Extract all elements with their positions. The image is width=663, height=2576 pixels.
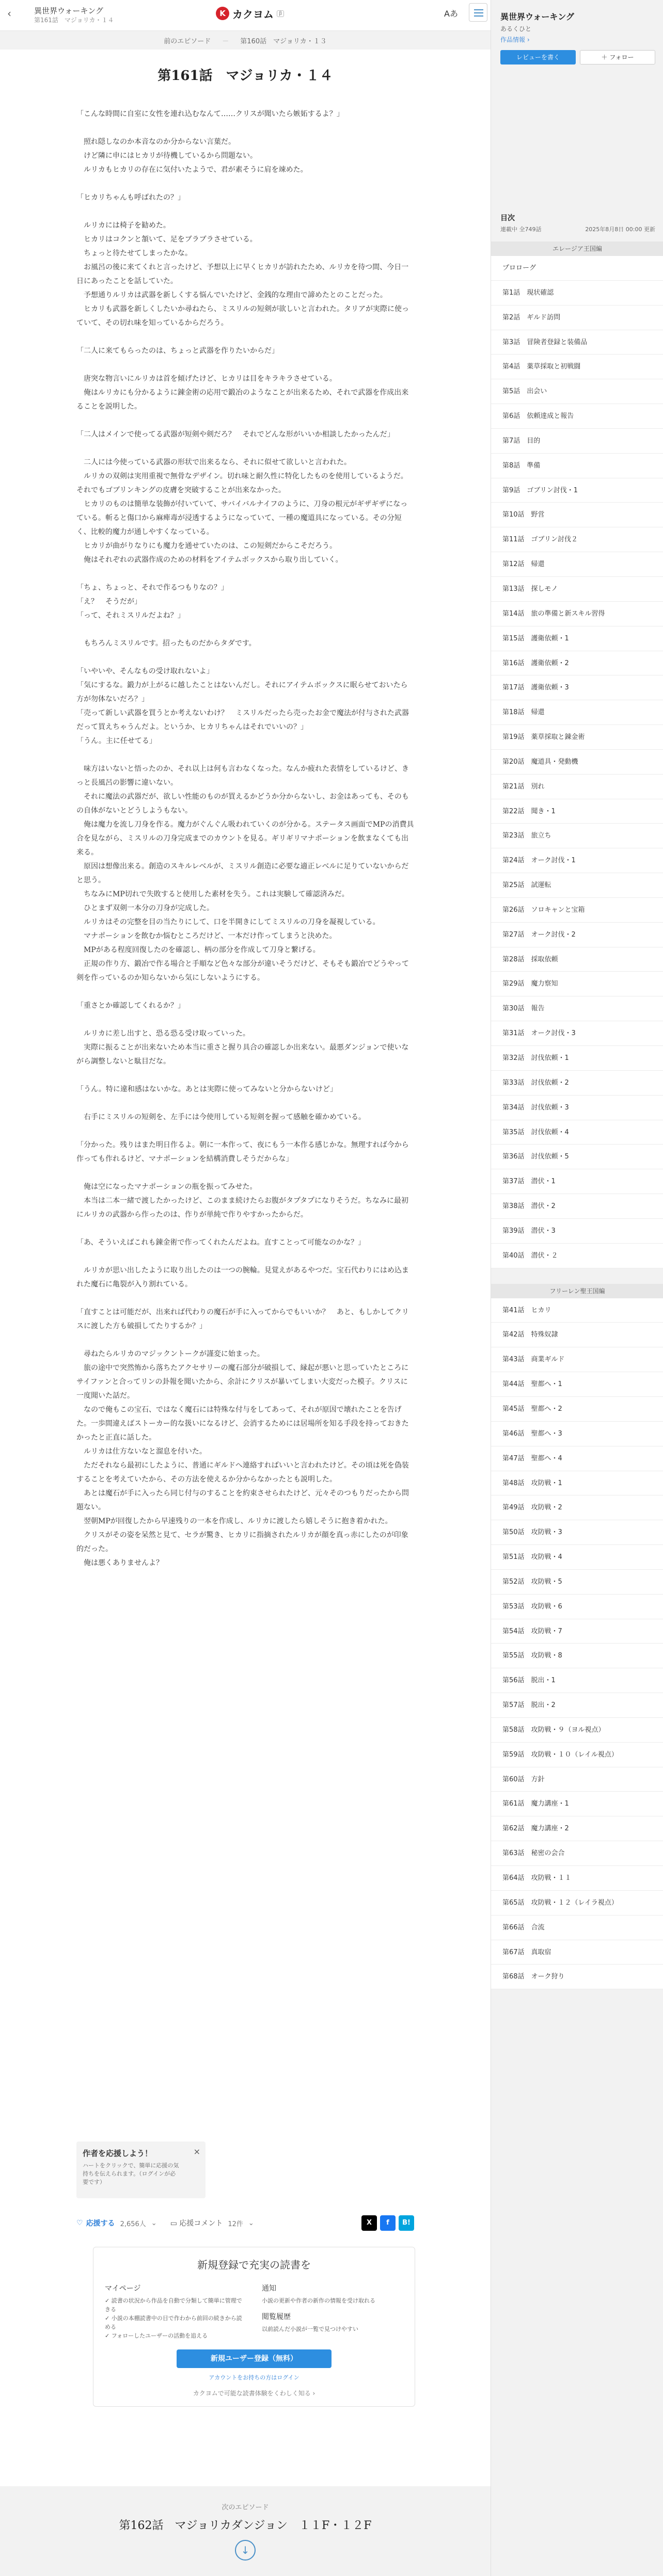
episode-nav: [0, 31, 491, 50]
work-title-link[interactable]: 異世界ウォーキング: [34, 6, 103, 15]
menu-icon: [474, 9, 483, 10]
sidebar-work-title[interactable]: 異世界ウォーキング: [500, 12, 574, 22]
learn-more-link[interactable]: カクヨムで可能な読書体験をくわしく知る ›: [193, 2390, 315, 2397]
toc-episode-link[interactable]: 第35話 討伐依頼・4: [491, 1120, 663, 1145]
body-paragraph: 「直すことは可能だが、出来れば代わりの魔石が手に入ってからでもいいか？ あと、もしかしてクリスに渡した方も破損してたりするか？」: [76, 1308, 409, 1330]
toc-episode-link[interactable]: 第26話 ソロキャンと宝箱: [491, 898, 663, 923]
toc-episode-link[interactable]: 第24話 オーク討伐・1: [491, 848, 663, 873]
episode-subtitle: 第161話 マジョリカ・１４: [34, 17, 114, 24]
body-paragraph: マナポーションを飲むか悩むところだけど、一本だけ作ってしまうと決めた。: [76, 932, 337, 940]
body-paragraph: 尋ねたらルリカのマジックントークが謹変に始まった。: [76, 1350, 264, 1358]
toc-episode-link[interactable]: 第4話 薬草採取と初戦闘: [491, 355, 663, 379]
toc-updated: 2025年8月8日 00:00 更新: [585, 226, 655, 233]
nav-separator: －: [222, 37, 229, 45]
body-paragraph: [76, 623, 414, 637]
support-prompt-title: 作者を応援しよう！: [83, 2149, 153, 2158]
action-bar: [76, 2213, 414, 2233]
toc-episode-link[interactable]: 第36話 討伐依頼・5: [491, 1145, 663, 1169]
body-paragraph: [76, 1124, 414, 1138]
body-paragraph: ヒカリが曲がりなりにも魔力を通せていたのは、この短剣だからこそだろう。: [76, 542, 337, 550]
body-paragraph: 「え？ そうだが」: [76, 598, 141, 606]
toc-episode-link[interactable]: 第58話 攻防戦・９（ヨル視点）: [491, 1718, 663, 1743]
body-paragraph: もちろんミスリルです。招ったものだからタダです。: [76, 639, 256, 648]
comment-icon: ▭: [170, 2219, 177, 2228]
next-episode[interactable]: [0, 2486, 491, 2576]
toc-episode-link[interactable]: 第54話 攻防戦・7: [491, 1619, 663, 1644]
support-button-label: 応援する: [86, 2219, 115, 2228]
toc-episode-link[interactable]: 第6話 依頼達成と報告: [491, 404, 663, 429]
toc-episode-link[interactable]: 第37話 潜伏・1: [491, 1169, 663, 1194]
body-paragraph: 二人には今使っている武器の形状で出来るなら、それに似せて欲しいと言われた。: [76, 458, 351, 466]
body-paragraph: 「こんな時間に自室に女性を連れ込むなんて……クリスが聞いたら嫉妬するよ？」: [76, 110, 344, 118]
episode-body: [76, 107, 414, 1570]
toc-episode-link[interactable]: 第59話 攻防戦・１０（レイル視点）: [491, 1743, 663, 1767]
x-share-icon[interactable]: X: [361, 2215, 377, 2231]
toc-episode-link[interactable]: 第27話 オーク討伐・2: [491, 923, 663, 947]
font-settings-button[interactable]: Aあ: [444, 9, 458, 19]
hatena-share-icon[interactable]: B!: [399, 2215, 414, 2231]
body-paragraph: ヒカリのものは簡単な装飾が付いていて、サバイバルナイフのように、刀身の根元がギザギザになっている。斬ると傷口から麻痺毒が浸透するようになっていて、一種の魔道具になっている。その分短く、比較的魔力が通しやすくなっている。: [76, 500, 408, 536]
toc-episode-link[interactable]: 第32話 討伐依頼・1: [491, 1046, 663, 1071]
body-paragraph: MPがある程度回復したのを確認し、柄の部分を作成して刀身と繋げる。: [76, 946, 320, 954]
body-paragraph: ちなみにMP切れで失敗すると使用した素材を失う。これは実験して確認済みだ。: [76, 890, 349, 898]
mypage-benefit: ✓ 小説の本棚読書中の目で作わから前回の続きから読める: [105, 2315, 242, 2330]
toc-episode-link[interactable]: 第46話 聖都へ・3: [491, 1422, 663, 1446]
signup-box: [93, 2247, 415, 2407]
next-episode-label: 次のエピソード: [222, 2504, 269, 2511]
toc-episode-link[interactable]: 第31話 オーク討伐・3: [491, 1021, 663, 1046]
toc-episode-link[interactable]: 第40話 潜伏・２: [491, 1244, 663, 1268]
toc-episode-link[interactable]: 第56話 脱出・1: [491, 1668, 663, 1693]
toc-episode-link[interactable]: 第7話 目的: [491, 429, 663, 454]
toc-episode-link[interactable]: 第15話 護衛依頼・1: [491, 626, 663, 651]
prev-episode-link[interactable]: 前のエピソード: [164, 37, 211, 45]
comment-count: 12件: [228, 2220, 243, 2228]
body-paragraph: [76, 748, 414, 762]
toc-episode-link[interactable]: 第57話 脱出・2: [491, 1693, 663, 1718]
table-of-contents: [491, 242, 663, 1989]
toc-episode-link[interactable]: 第28話 採取依頼: [491, 947, 663, 972]
body-paragraph: ちょっと待たせてしまったかな。: [76, 249, 192, 257]
body-paragraph: けど隣に申にはヒカリが待機しているから問題ない。: [76, 152, 257, 160]
toc-episode-link[interactable]: 第63話 秘密の会合: [491, 1841, 663, 1866]
chevron-down-icon[interactable]: ⌄: [248, 2219, 254, 2227]
body-paragraph: 唐突な物言いにルリカは首を傾げたけど、ヒカリは目をキラキラさせている。: [76, 375, 337, 383]
toc-episode-link[interactable]: 第51話 攻防戦・4: [491, 1545, 663, 1570]
logo-beta-badge: β: [277, 10, 284, 17]
toc-episode-link[interactable]: 第25話 試運転: [491, 873, 663, 898]
logo-mark-icon: K: [216, 7, 229, 20]
body-paragraph: [76, 1222, 414, 1236]
follow-button[interactable]: ＋ フォロー: [580, 50, 655, 65]
body-paragraph: なので俺もこの宝石、ではなく魔石には特殊な付与をしてあって、それが原因で壊れたことを告げた。一歩間違えばストーカー的な扱いになるけど、会消するためには居場所を知る手段を持っておきたかったと正直に話した。: [76, 1406, 409, 1442]
toc-episode-link[interactable]: 第10話 野営: [491, 503, 663, 527]
toc-episode-link[interactable]: 第38話 潜伏・2: [491, 1194, 663, 1219]
body-paragraph: クリスがその姿を呆然と見て、セラが驚き、ヒカリに指摘されたルリカが顔を真っ赤にしたのが印象的だった。: [76, 1531, 408, 1553]
body-paragraph: 俺は悪くありませんよ？: [76, 1559, 163, 1567]
toc-episode-link[interactable]: 第55話 攻防戦・8: [491, 1644, 663, 1668]
body-paragraph: 「いやいや、そんなもの受け取れないよ」: [76, 667, 214, 675]
support-prompt-text: ハートをクリックで、簡単に応援の気持ちを伝えられます。（ログインが必要です）: [83, 2162, 179, 2185]
menu-icon-line: [474, 15, 483, 17]
body-paragraph: [76, 1166, 414, 1180]
toc-episode-link[interactable]: 第8話 準備: [491, 454, 663, 478]
main-content: [0, 50, 491, 2576]
body-paragraph: 実際に振ることが出来ないため本当に重さと握り具合の確認しか出来ない。最悪ダンジョンで使いながら調整しないと駄目だな。: [76, 1043, 409, 1066]
body-paragraph: 右手にミスリルの短剣を、左手には今使用している短剣を握って感触を確かめている。: [76, 1113, 366, 1121]
body-paragraph: 「売って新しい武器を買うとか考えないわけ？ ミスリルだったら売ったお金で魔法が付与された武器だって買えちゃうんだよ。というか、ヒカリちゃんはそれでいいの？」: [76, 709, 409, 731]
body-paragraph: 「ヒカリちゃんも呼ばれたの？」: [76, 194, 185, 202]
back-arrow-icon[interactable]: ‹: [7, 7, 11, 20]
body-paragraph: [76, 1013, 414, 1027]
body-paragraph: ヒカリも武器を新しくしたいか尋ねたら、ミスリルの短剣が欲しいと言われた。タリアが実際に使っていて、その切れ味を知っているからだろう。: [76, 305, 409, 327]
toc-episode-link[interactable]: 第49話 攻防戦・2: [491, 1495, 663, 1520]
body-paragraph: 「分かった。残りはまた明日作るよ。朝に一本作って、夜にもう一本作る感じかな。無理すれば今から作っても作れるけど、マナポーションを結構消費しそうだからな」: [76, 1141, 409, 1163]
body-paragraph: [76, 567, 414, 581]
toc-episode-link[interactable]: 第67話 真取宿: [491, 1940, 663, 1965]
toc-episode-link[interactable]: 第18話 帰還: [491, 700, 663, 725]
body-paragraph: 「二人に来てもらったのは、ちょっと武器を作りたいからだ」: [76, 347, 279, 355]
body-paragraph: [76, 205, 414, 219]
body-paragraph: [76, 985, 414, 999]
body-paragraph: ただそれなら最初にしたように、普通にギルドへ連絡すればいいと言われたけど。その頃は死を偽装することを考えていたから、その方法を使えるか分からなかったとも説明した。: [76, 1461, 409, 1484]
body-paragraph: 味方はいないと悟ったのか、それ以上は何も言わなくなった。なんか疲れた表情をしているけど、きっと長風呂の影響に違いない。: [76, 765, 409, 787]
body-paragraph: [76, 358, 414, 372]
kakuyomu-logo[interactable]: [216, 5, 284, 22]
toc-episode-link[interactable]: 第3話 冒険者登録と装備品: [491, 330, 663, 355]
body-paragraph: ルリカの双剣は実用重視で無骨なデザイン。切れ味と耐久性に特化したものを使用しているようだ。それでもゴブリンキングの皮膚を突破することが出来なかった。: [76, 472, 408, 494]
body-paragraph: [76, 121, 414, 135]
toc-episode-link[interactable]: 第50話 攻防戦・3: [491, 1520, 663, 1545]
toc-episode-link[interactable]: 第61話 魔力講座・1: [491, 1792, 663, 1816]
body-paragraph: 俺はそれぞれの武器作成のための材料をアイテムボックスから取り出していく。: [76, 556, 343, 564]
toc-episode-link[interactable]: 第45話 聖都へ・2: [491, 1397, 663, 1422]
toc-episode-link[interactable]: 第42話 特殊奴隷: [491, 1323, 663, 1347]
login-link[interactable]: アカウントをお持ちの方はログイン: [209, 2374, 299, 2381]
body-paragraph: [76, 1250, 414, 1264]
body-paragraph: 俺は魔力を流し刀身を作る。魔力がぐんぐん吸われていくのが分かる。ステータス画面でMPの消費具合を見ながら、ミスリルの刀身完成までのカウントを見る。ギリギリマナポーションを飲まなくても出来る。: [76, 820, 414, 857]
share-buttons: [361, 2215, 414, 2231]
notice-desc: 小説の更新や作者の新作の情報を受け取れる: [262, 2297, 375, 2304]
toc-episode-link[interactable]: 第62話 魔力講座・2: [491, 1816, 663, 1841]
body-paragraph: 翌朝MPが回復したから早速残りの一本を作成し、ルリカに渡したら嬉しそうに抱き着かれた。: [76, 1517, 392, 1525]
body-paragraph: [76, 177, 414, 191]
support-count: 2,656人: [120, 2220, 146, 2228]
chevron-down-icon[interactable]: ⌄: [151, 2219, 157, 2227]
sidebar: [491, 0, 663, 2576]
body-paragraph: ルリカに差し出すと、恐る恐る受け取っていった。: [76, 1029, 250, 1038]
body-paragraph: 本当は二本一緒で渡したかったけど、このまま続けたらお腹がタプタプになりそうだ。ちなみに最初にルリカの武器から作ったのは、作りが単純で作りやすかったからだ。: [76, 1197, 409, 1219]
body-paragraph: [76, 330, 414, 344]
toc-episode-link[interactable]: 第52話 攻防戦・5: [491, 1570, 663, 1595]
toc-episode-link[interactable]: 第17話 護衛依頼・3: [491, 675, 663, 700]
toc-episode-link[interactable]: 第33話 討伐依頼・2: [491, 1071, 663, 1096]
body-paragraph: 「気にするな。鍛力が上がるに越したことはないんだし。それにアイテムボックスに眠らせておいたら方が勿体ないだろ？」: [76, 681, 408, 703]
toc-episode-link[interactable]: 第65話 攻防戦・１２（レイラ視点）: [491, 1891, 663, 1915]
support-prompt-box: [76, 2142, 206, 2198]
next-episode-title[interactable]: 第162話 マジョリカダンジョン １１F・１２F: [119, 2519, 372, 2532]
body-paragraph: 予想通りルリカは武器を新しくする悩んでいたけど、金銭的な理由で諦めたとのことだった。: [76, 291, 387, 299]
body-paragraph: 「って、それミスリルだよね？」: [76, 611, 185, 620]
signup-title: 新規登録で充実の読書を: [197, 2259, 311, 2271]
body-paragraph: ルリカには椅子を勧めた。: [76, 221, 170, 230]
body-paragraph: 「うん。特に違和感はないかな。あとは実際に使ってみないと分からないけど」: [76, 1085, 337, 1093]
mypage-benefit: ✓ 読書の状況から作品を自動で分類して簡単に管理できる: [105, 2297, 242, 2313]
body-paragraph: 「二人はメインで使ってる武器が短剣や剣だろ？ それでどんな形がいいか相談したかったんだ」: [76, 430, 394, 439]
body-paragraph: [76, 1333, 414, 1347]
toc-episode-link[interactable]: 第2話 ギルド訪問: [491, 305, 663, 330]
body-paragraph: あとは魔石が手に入ったら同じ付与のすることを約束させられたけど、元々そのつもりだったから問題ない。: [76, 1489, 409, 1511]
toc-episode-link[interactable]: 第21話 別れ: [491, 775, 663, 799]
body-paragraph: [76, 651, 414, 665]
body-paragraph: ルリカは仕方ないなと溜息を付いた。: [76, 1447, 207, 1456]
toc-gap: [491, 1268, 663, 1284]
support-button[interactable]: [76, 2218, 115, 2228]
toc-episode-link[interactable]: 第68話 オーク狩り: [491, 1965, 663, 1989]
body-paragraph: [76, 442, 414, 456]
body-paragraph: 「うん。主に任せてる」: [76, 737, 156, 745]
mypage-benefit: ✓ フォローしたユーザーの活動を追える: [105, 2332, 208, 2339]
toc-episode-link[interactable]: 第5話 出会い: [491, 379, 663, 404]
body-paragraph: ルリカもヒカリの存在に気付いたようで、君が素そうに肩を竦めた。: [76, 166, 308, 174]
body-paragraph: 照れ隠しなのか本音なのか分からない言葉だ。: [76, 138, 235, 146]
body-paragraph: ひとまず双剣一本分の刀身が完成した。: [76, 904, 214, 912]
toc-episode-link[interactable]: 第41話 ヒカリ: [491, 1298, 663, 1323]
body-paragraph: 俺はルリカにも分かるように錬金術の応用で鍛冶のようなことが出来るため、それで武器を作成出来ることを説明した。: [76, 389, 409, 411]
toc-episode-link[interactable]: 第22話 聞き・1: [491, 799, 663, 824]
body-paragraph: 原因は想像出来る。創造のスキルレベルが、ミスリル創造に必要な適正レベルに足りていないからだと思う。: [76, 862, 409, 884]
menu-icon-line: [474, 12, 483, 13]
sidebar-author[interactable]: あるくひと: [500, 25, 532, 33]
body-paragraph: 正規の作り方、鍛冶で作る場合と手順など色々な部分が違いそうだけど、そもそも鍛冶でどうやって剣を作っているのか知らないから気にしないようにする。: [76, 960, 409, 982]
toc-episode-link[interactable]: 第14話 旅の準備と新スキル習得: [491, 602, 663, 626]
toc-episode-link[interactable]: 第29話 魔力察知: [491, 972, 663, 996]
body-paragraph: 俺は空になったマナポーションの瓶を振ってみせた。: [76, 1183, 257, 1191]
history-desc: 以前読んだ小説が一覧で見つけやすい: [262, 2326, 358, 2332]
logo-text: カクヨム: [232, 8, 274, 21]
toc-episode-link[interactable]: 第43話 商業ギルド: [491, 1347, 663, 1372]
prev-episode-title[interactable]: 第160話 マジョリカ・１３: [240, 37, 327, 45]
heart-icon: ♡: [76, 2219, 83, 2227]
toc-episode-link[interactable]: 第48話 攻防戦・1: [491, 1471, 663, 1496]
history-title: 閲覧履歴: [262, 2313, 291, 2321]
body-paragraph: [76, 1097, 414, 1110]
toc-episode-link[interactable]: 第1話 現状確認: [491, 281, 663, 305]
toc-episode-link[interactable]: 第53話 攻防戦・6: [491, 1595, 663, 1619]
body-paragraph: 旅の途中で突然怖から落ちたアクセサリーの魔石部分が破損して、縁起が悪いと思っていたところにサイファンと合ってリンの卦報を聞いたから、余計にクリスが暴いてしまい大変だった模子。クリスに一度聞いた話だ。: [76, 1364, 409, 1400]
body-paragraph: [76, 414, 414, 428]
body-paragraph: ヒカリはコクンと頷いて、足をブラブラさせている。: [76, 235, 257, 244]
toc-episode-link[interactable]: 第11話 ゴブリン討伐２: [491, 527, 663, 552]
chapter-title: 第161話 マジョリカ・１４: [157, 68, 333, 84]
toc-episode-link[interactable]: 第44話 聖都へ・1: [491, 1372, 663, 1397]
body-paragraph: 「あ、そういえばこれも錬金術で作ってくれたんだよね。直すことって可能なのかな？」: [76, 1238, 366, 1247]
toc-episode-link[interactable]: 第13話 探しモノ: [491, 577, 663, 602]
body-paragraph: ルリカはその完整を目の当たりにして、口を半開きにしてミスリルの刀身を凝視している。: [76, 918, 380, 926]
facebook-share-icon[interactable]: f: [380, 2215, 396, 2231]
toc-episode-link[interactable]: 第23話 旅立ち: [491, 824, 663, 848]
notice-title: 通知: [262, 2284, 276, 2293]
comment-button[interactable]: [170, 2218, 223, 2228]
toc-episode-link[interactable]: 第19話 薬草採取と錬金術: [491, 725, 663, 750]
toc-episode-link[interactable]: 第12話 帰還: [491, 552, 663, 577]
comment-button-label: 応援コメント: [179, 2219, 223, 2228]
toc-section-heading: フリーレン聖王国編: [491, 1284, 663, 1298]
toc-status: 連載中 全749話: [500, 226, 542, 233]
body-paragraph: それに魔法の武器だが、欲しい性能のものが買えるかどうか分からないし、お金はあっても、そのもの自体がないとどうしようもない。: [76, 793, 409, 815]
toc-episode-link[interactable]: 第34話 討伐依頼・3: [491, 1096, 663, 1120]
toc-episode-link[interactable]: 第64話 攻防戦・１１: [491, 1866, 663, 1891]
toc-episode-link[interactable]: 第60話 方針: [491, 1767, 663, 1792]
toc-episode-link[interactable]: 第66話 合流: [491, 1915, 663, 1940]
toc-episode-link[interactable]: 第16話 護衛依頼・2: [491, 651, 663, 676]
body-paragraph: 「ちょ、ちょっと、それで作るつもりなの？」: [76, 584, 228, 592]
body-paragraph: [76, 1069, 414, 1083]
body-paragraph: お風呂の後に来てくれと言ったけど、予想以上に早くヒカリが訪れたため、ルリカを待つ間、今日一日にあったことを話していた。: [76, 263, 409, 285]
toc-episode-link[interactable]: 第9話 ゴブリン討伐・1: [491, 478, 663, 503]
write-review-button[interactable]: レビューを書く: [500, 50, 576, 65]
toc-title: 目次: [500, 214, 515, 222]
toc-section-heading: エレージア王国編: [491, 242, 663, 256]
arrow-down-icon[interactable]: ↓: [235, 2540, 256, 2561]
toc-episode-link[interactable]: 第47話 聖都へ・4: [491, 1446, 663, 1471]
work-info-link[interactable]: 作品情報 ›: [500, 36, 530, 43]
body-paragraph: [76, 1292, 414, 1306]
mypage-title: マイページ: [105, 2284, 141, 2293]
toc-episode-link[interactable]: 第20話 魔道具・発動機: [491, 750, 663, 775]
toc-episode-link[interactable]: プロローグ: [491, 256, 663, 281]
register-button[interactable]: 新規ユーザー登録（無料）: [177, 2349, 332, 2368]
toc-episode-link[interactable]: 第30話 報告: [491, 996, 663, 1021]
toc-episode-link[interactable]: 第39話 潜伏・3: [491, 1219, 663, 1244]
menu-button[interactable]: [469, 3, 487, 22]
body-paragraph: ルリカが思い出したように取り出したのは一つの腕輪。見覚えがあるやつだ。宝石代わりにはめ込まれた魔石に亀裂が入り割れている。: [76, 1266, 409, 1289]
close-icon[interactable]: ×: [193, 2147, 200, 2156]
body-paragraph: 「重さとか確認してくれるか？」: [76, 1002, 185, 1010]
